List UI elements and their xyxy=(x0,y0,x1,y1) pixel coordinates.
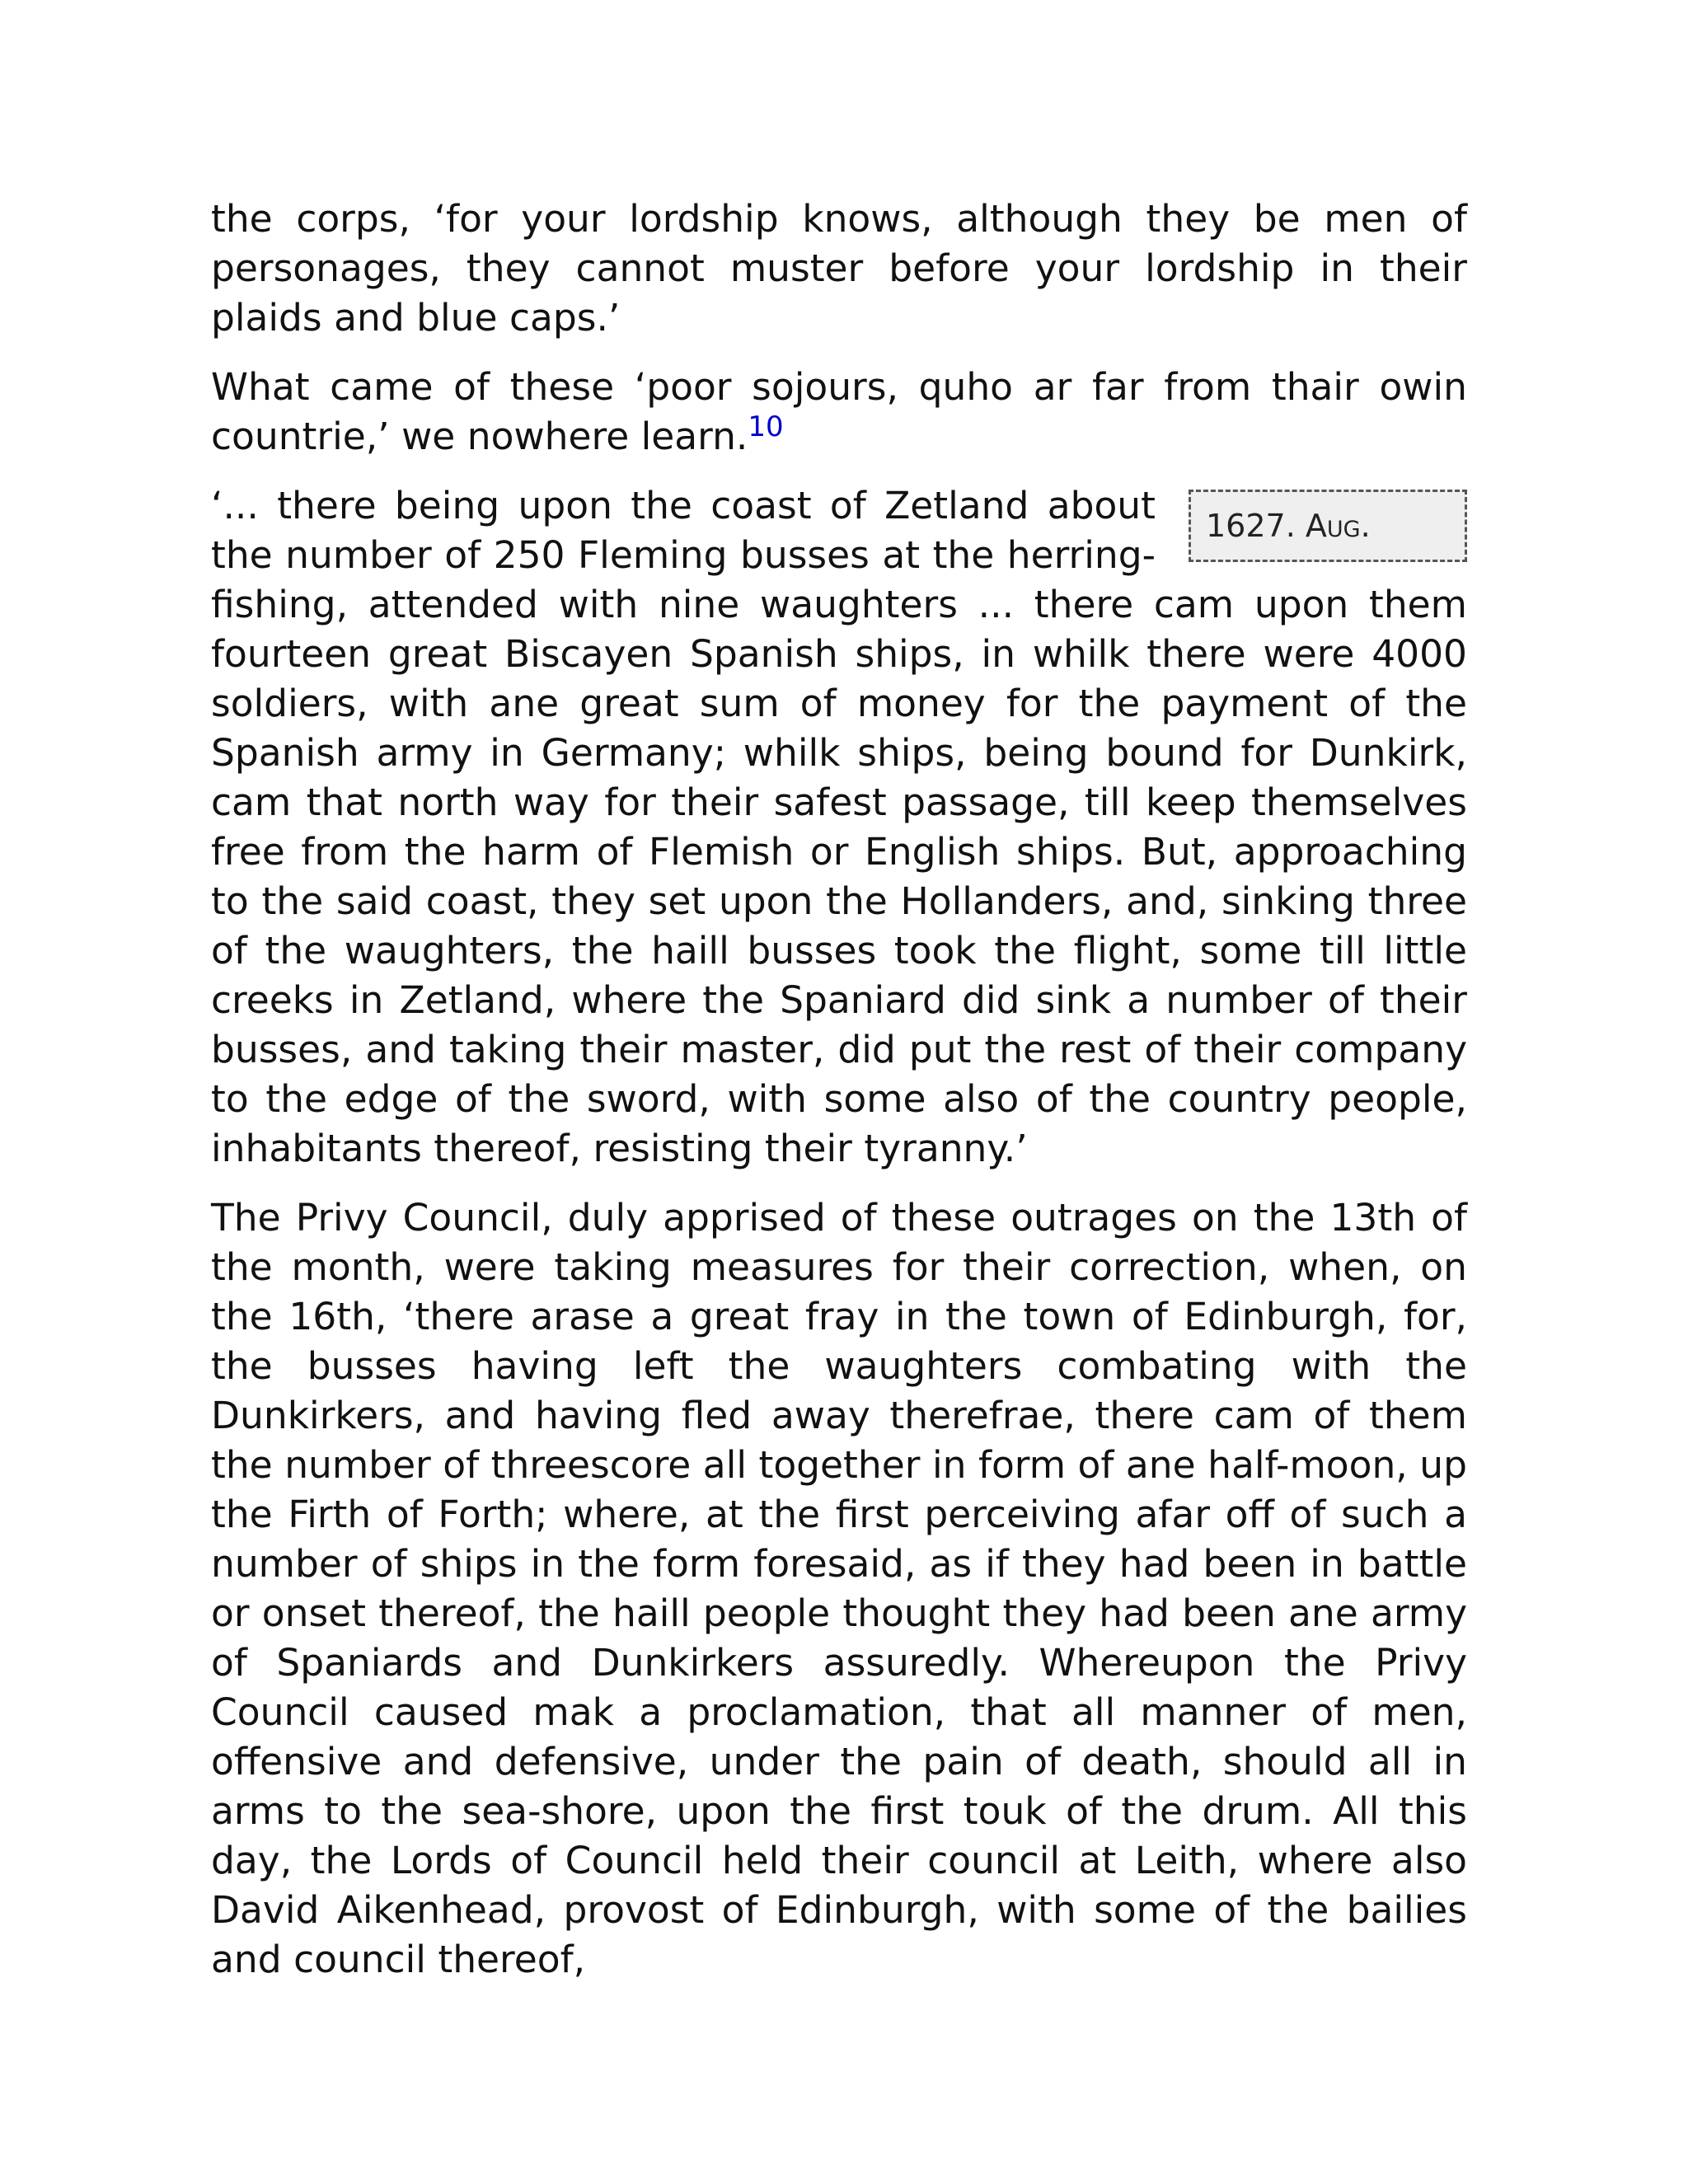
paragraph-4-text: The Privy Council, duly apprised of these outrages on the 13th of the month, were taking measures for their correction, when, on the 16th, ‘there arase a great fray in the town of Edinburgh, for, the busses having left the waughters combating with the Dunkirkers, and having fled away therefrae, there cam of them the number of threescore all together in form of ane half-moon, up the Firth of Forth; where, at the first perceiving afar off of such a number of ships in the form foresaid, as if they had been in battle or onset thereof, the haill people thought they had been ane army of Spaniards and Dunkirkers assuredly. Whereupon the Privy Council caused mak a proclamation, that all manner of men, offensive and defensive, under the pain of death, should all in arms to the sea-shore, upon the first touk of the drum. All this day, the Lords of Council held their council at Leith, where also David Aikenhead, provost of Edinburgh, with some of the bailies and council thereof, xyxy=(211,1196,1467,1981)
footnote-link[interactable]: 10 xyxy=(748,410,784,443)
paragraph-1-text: the corps, ‘for your lordship knows, although they be men of personages, they cannot muster before your lordship in their plaids and blue caps.’ xyxy=(211,197,1467,340)
paragraph-1 xyxy=(211,194,1467,343)
sidenote-month: Aug. xyxy=(1305,508,1371,544)
paragraph-2 xyxy=(211,363,1467,462)
paragraph-2-text: What came of these ‘poor sojours, quho ar far from thair owin countrie,’ we nowhere learn. xyxy=(211,365,1467,458)
page-body xyxy=(211,194,1467,2004)
sidenote-year: 1627. xyxy=(1206,508,1296,544)
paragraph-3 xyxy=(211,481,1467,1174)
paragraph-4 xyxy=(211,1193,1467,1985)
date-sidenote xyxy=(1189,490,1467,562)
paragraph-3-text: ‘... there being upon the coast of Zetland about the number of 250 Fleming busses at the herring-fishing, attended with nine waughters ... there cam upon them fourteen great Biscayen Spanish ships, in whilk there were 4000 soldiers, with ane great sum of money for the payment of the Spanish army in Germany; whilk ships, being bound for Dunkirk, cam that north way for their safest passage, till keep themselves free from the harm of Flemish or English ships. But, approaching to the said coast, they set upon the Hollanders, and, sinking three of the waughters, the haill busses took the flight, some till little creeks in Zetland, where the Spaniard did sink a number of their busses, and taking their master, did put the rest of their company to the edge of the sword, with some also of the country people, inhabitants thereof, resisting their tyranny.’ xyxy=(211,484,1467,1170)
